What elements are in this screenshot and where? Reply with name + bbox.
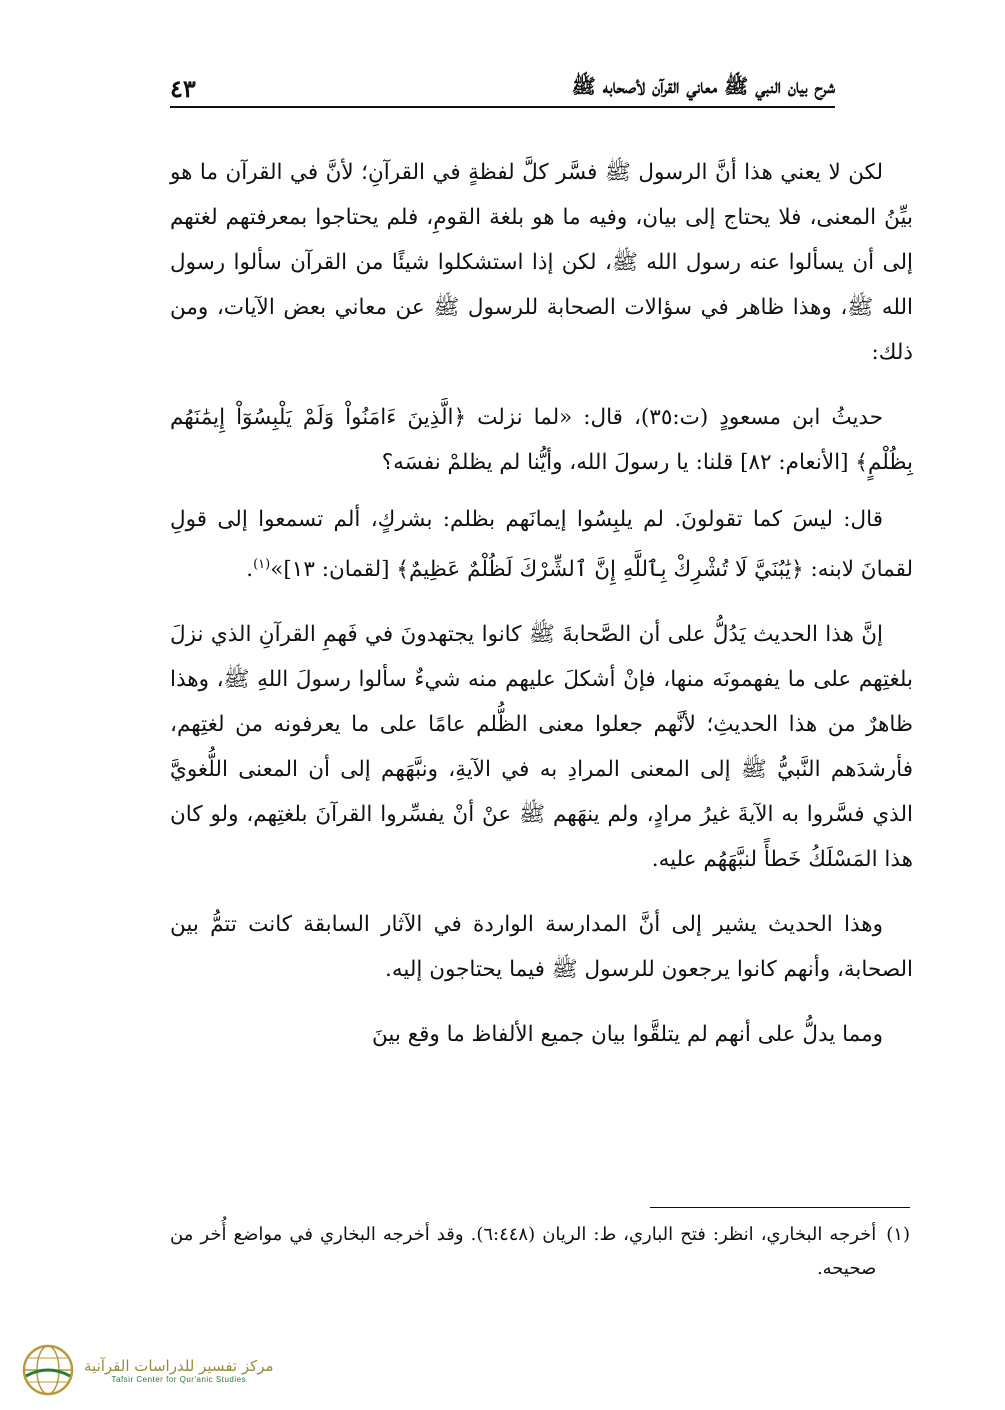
paragraph-5: وهذا الحديث يشير إلى أنَّ المدارسة الواردة في الآثار السابقة كانت تتمُّ بين الصحابة، وأنهم كانوا يرجعون للرسول ﷺ فيما يحتاجون إليه. — [170, 912, 913, 983]
logo-arabic-name: مركز تفسير للدراسات القرآنية — [84, 1356, 274, 1375]
center-logo — [20, 1342, 280, 1398]
running-header — [170, 70, 835, 108]
hadith-paragraph-1: حديثُ ابن مسعودٍ (ت:٣٥)، قال: «لما نزلت ﴿الَّذِينَ ءَامَنُواْ وَلَمْ يَلْبِسُوٓاْ إِيمَٰنَهُم بِظُلْمٍ﴾ [الأنعام: ٨٢] قلنا: يا رسولَ الله، وأيُّنا لم يظلمْ نفسَه؟ — [170, 405, 913, 475]
footnote-text: أخرجه البخاري، انظر: فتح الباري، ط: الريان (٦:٤٤٨). وقد أخرجه البخاري في مواضع أُخر من صحيحه. — [170, 1224, 877, 1279]
footnote — [170, 1218, 910, 1286]
globe-logo-icon — [20, 1342, 76, 1398]
logo-english-name: Tafsir Center for Qur'anic Studies — [111, 1374, 247, 1384]
main-text — [170, 150, 913, 1077]
paragraph-1: لكن لا يعني هذا أنَّ الرسول ﷺ فسَّر كلَّ لفظةٍ في القرآنِ؛ لأنَّ في القرآن ما هو بيِّنُ المعنى، فلا يحتاج إلى بيان، وفيه ما هو بلغة القومِ، فلم يحتاجوا بمعرفتهم لغتهم إلى أن يسألوا عنه رسول الله ﷺ، لكن إذا استشكلوا شيئًا من القرآن سألوا رسول الله ﷺ، وهذا ظاهر في سؤالات الصحابة للرسول ﷺ عن معاني بعض الآيات، ومن ذلك: — [170, 160, 913, 365]
page-number: ٤٣ — [170, 73, 196, 103]
hadith-paragraph-2: قال: ليسَ كما تقولونَ. لم يلبِسُوا إيمانَهم بظلم: بشركٍ، ألم تسمعوا إلى قولِ لقمانَ لابنه: ﴿يَٰبُنَيَّ لَا تُشْرِكْ بِٱللَّهِ إِنَّ ٱلشِّرْكَ لَظُلْمٌ عَظِيمٌ﴾ [لقمان: ١٣]»$^{(١)}$. — [170, 507, 913, 583]
header-title: شرح بيان النبي ﷺ معاني القرآن لأصحابه ﷺ — [571, 73, 835, 98]
paragraph-6: ومما يدلُّ على أنهم لم يتلقَّوا بيان جميع الألفاظ ما وقع بينَ — [372, 1022, 883, 1048]
footnote-reference: (١) — [253, 557, 271, 572]
hadith-paragraph-2-text: قال: ليسَ كما تقولونَ. لم يلبِسُوا إيمانَهم بظلم: بشركٍ، ألم تسمعوا إلى قولِ لقمانَ لابنه: ﴿يَٰبُنَيَّ لَا تُشْرِكْ بِٱللَّهِ إِنَّ ٱلشِّرْكَ لَظُلْمٌ عَظِيمٌ﴾ [لقمان: ١٣]» — [170, 507, 913, 583]
footnote-divider — [650, 1207, 910, 1208]
footnote-mark: (١) — [886, 1224, 910, 1245]
paragraph-4: إنَّ هذا الحديث يَدُلُّ على أن الصَّحابةَ ﷺ كانوا يجتهدونَ في فَهمِ القرآنِ الذي نزلَ بلغتِهم على ما يفهمونَه منها، فإنْ أشكلَ عليهم منه شيءٌ سألوا رسولَ اللهِ ﷺ، وهذا ظاهرٌ من هذا الحديثِ؛ لأنَّهم جعلوا معنى الظُّلم عامًا على ما يعرفونه من لغتِهم، فأرشدَهم النَّبيُّ ﷺ إلى المعنى المرادِ به في الآيةِ، ونبَّهَهم إلى أن المعنى اللُّغويَّ الذي فسَّروا به الآيةَ غيرُ مرادٍ، ولم ينهَهم ﷺ عنْ أنْ يفسِّروا القرآنَ بلغتِهم، ولو كان هذا المَسْلَكُ خَطأً لنبَّهَهُم عليه. — [170, 622, 913, 873]
logo-text — [84, 1357, 274, 1384]
